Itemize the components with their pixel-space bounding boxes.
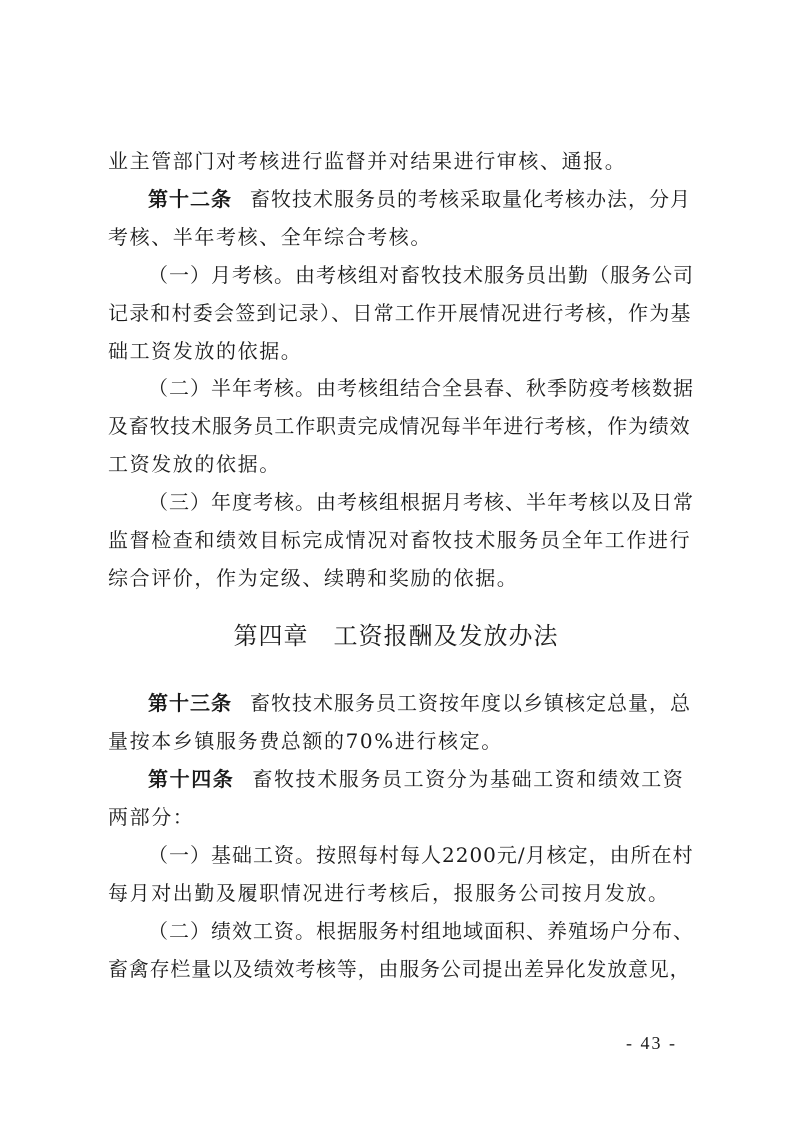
text-line: （二）绩效工资。根据服务村组地域面积、养殖场户分布、 xyxy=(148,919,694,943)
text-line: 每月对出勤及履职情况进行考核后，报服务公司按月发放。 xyxy=(108,881,670,905)
text-line: （一）基础工资。按照每村每人2200元/月核定，由所在村 xyxy=(148,843,694,867)
text-span: 畜牧技术服务员的考核采取量化考核办法，分月 xyxy=(250,187,691,211)
text-line: 两部分： xyxy=(108,805,195,829)
text-span: 畜牧技术服务员工资按年度以乡镇核定总量，总 xyxy=(250,691,691,715)
text-line: 记录和村委会签到记录）、日常工作开展情况进行考核，作为基 xyxy=(108,301,692,325)
article-12-line xyxy=(148,180,694,218)
text-line: 工资发放的依据。 xyxy=(108,452,281,476)
article-14-line xyxy=(148,760,694,798)
text-line: 量按本乡镇服务费总额的70%进行核定。 xyxy=(108,729,503,753)
article-13-line xyxy=(148,684,694,722)
text-line: （一）月考核。由考核组对畜牧技术服务员出勤（服务公司 xyxy=(148,263,694,287)
text-line: 考核、半年考核、全年综合考核。 xyxy=(108,225,432,249)
text-line: 业主管部门对考核进行监督并对结果进行审核、通报。 xyxy=(108,149,627,173)
text-line: （二）半年考核。由考核组结合全县春、秋季防疫考核数据 xyxy=(148,376,694,400)
chapter-heading: 第四章 工资报酬及发放办法 xyxy=(233,622,559,650)
text-line: （三）年度考核。由考核组根据月考核、半年考核以及日常 xyxy=(148,490,694,514)
text-line: 综合评价，作为定级、续聘和奖励的依据。 xyxy=(108,566,519,590)
text-span: 畜牧技术服务员工资分为基础工资和绩效工资 xyxy=(252,767,685,791)
text-line: 础工资发放的依据。 xyxy=(108,339,303,363)
text-line: 监督检查和绩效目标完成情况对畜牧技术服务员全年工作进行 xyxy=(108,528,692,552)
article-label: 第十四条 xyxy=(148,767,235,791)
text-line: 畜禽存栏量以及绩效考核等，由服务公司提出差异化发放意见， xyxy=(108,957,691,981)
article-label: 第十二条 xyxy=(148,187,232,211)
page-number: - 43 - xyxy=(626,1033,677,1053)
text-line: 及畜牧技术服务员工作职责完成情况每半年进行考核，作为绩效 xyxy=(108,414,691,438)
article-label: 第十三条 xyxy=(148,691,232,715)
